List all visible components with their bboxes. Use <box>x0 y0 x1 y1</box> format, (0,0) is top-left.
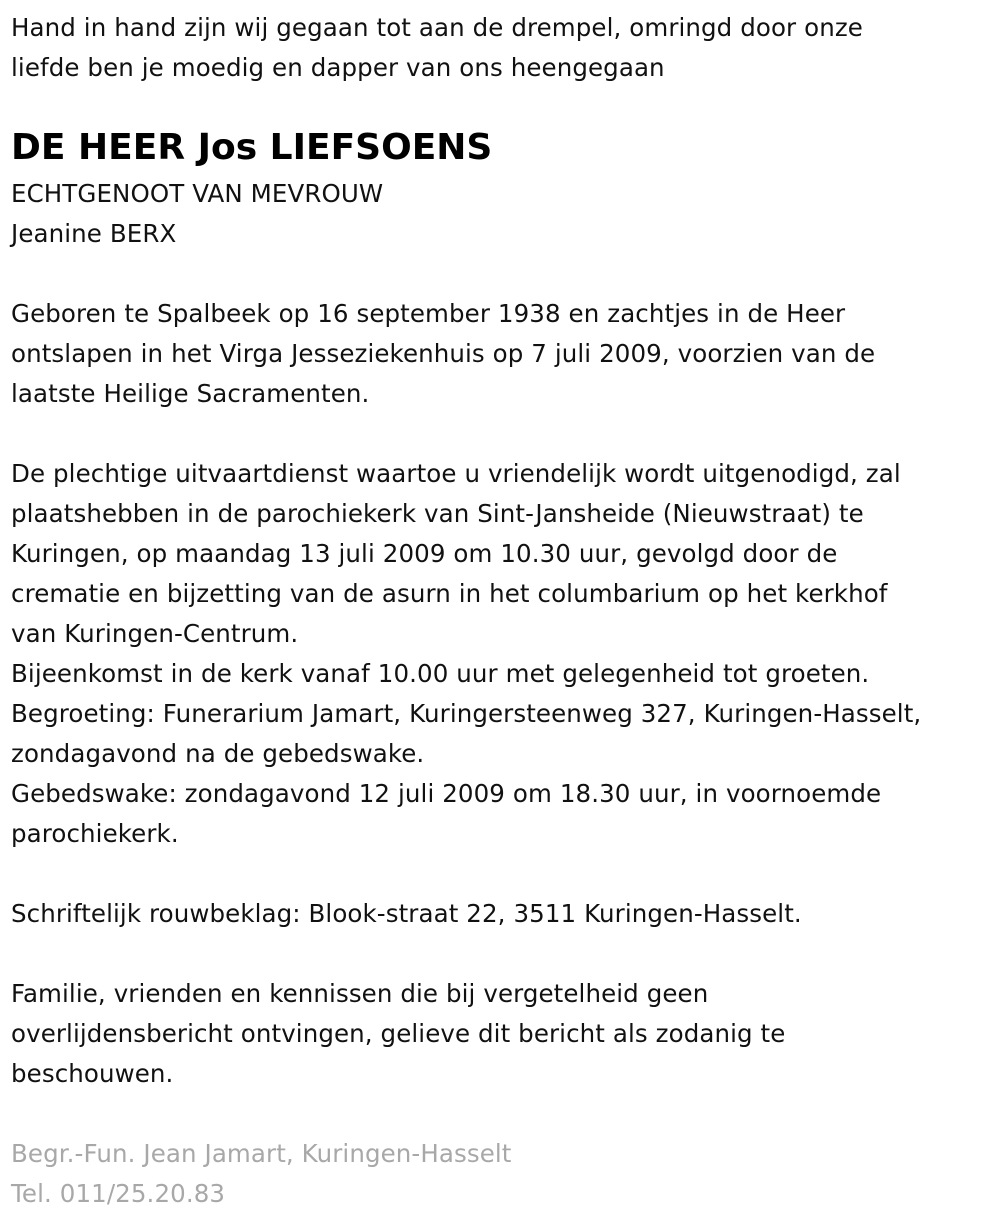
paragraph-line: Geboren te Spalbeek op 16 september 1938 en zachtjes in de Heer <box>11 299 846 328</box>
spacer <box>11 1094 991 1134</box>
paragraph-line: plaatshebben in de parochiekerk van Sint-Jansheide (Nieuwstraat) te <box>11 499 864 528</box>
notice-paragraph <box>11 974 991 1094</box>
spouse-name: Jeanine BERX <box>11 219 177 248</box>
spacer <box>11 254 991 294</box>
paragraph-line: Begroeting: Funerarium Jamart, Kuringersteenweg 327, Kuringen-Hasselt, <box>11 699 922 728</box>
deceased-name: DE HEER Jos LIEFSOENS <box>11 127 493 168</box>
spacer <box>11 934 991 974</box>
paragraph-line: Kuringen, op maandag 13 juli 2009 om 10.30 uur, gevolgd door de <box>11 539 838 568</box>
birth-death-paragraph <box>11 294 991 414</box>
spacer <box>11 414 991 454</box>
paragraph-line: De plechtige uitvaartdienst waartoe u vriendelijk wordt uitgenodigd, zal <box>11 459 901 488</box>
paragraph-line: zondagavond na de gebedswake. <box>11 739 425 768</box>
motto-line: liefde ben je moedig en dapper van ons heengegaan <box>11 53 665 82</box>
paragraph-line: parochiekerk. <box>11 819 179 848</box>
service-paragraph <box>11 454 991 854</box>
motto <box>11 8 991 88</box>
funeral-home <box>11 1134 991 1214</box>
paragraph-line: van Kuringen-Centrum. <box>11 619 299 648</box>
paragraph-line: beschouwen. <box>11 1059 174 1088</box>
obituary-notice <box>11 8 991 1214</box>
paragraph-line: Bijeenkomst in de kerk vanaf 10.00 uur met gelegenheid tot groeten. <box>11 659 870 688</box>
paragraph-line: overlijdensbericht ontvingen, gelieve dit bericht als zodanig te <box>11 1019 786 1048</box>
paragraph-line: Familie, vrienden en kennissen die bij vergetelheid geen <box>11 979 709 1008</box>
spouse-relation: ECHTGENOOT VAN MEVROUW <box>11 179 384 208</box>
paragraph-line: ontslapen in het Virga Jesseziekenhuis op 7 juli 2009, voorzien van de <box>11 339 876 368</box>
condolence-address: Schriftelijk rouwbeklag: Blook-straat 22, 3511 Kuringen-Hasselt. <box>11 899 802 928</box>
funeral-home-phone: Tel. 011/25.20.83 <box>11 1179 226 1208</box>
spacer <box>11 854 991 894</box>
funeral-home-name: Begr.-Fun. Jean Jamart, Kuringen-Hasselt <box>11 1139 512 1168</box>
motto-line: Hand in hand zijn wij gegaan tot aan de drempel, omringd door onze <box>11 13 863 42</box>
paragraph-line: crematie en bijzetting van de asurn in het columbarium op het kerkhof <box>11 579 888 608</box>
spouse-block <box>11 174 991 254</box>
paragraph-line: Gebedswake: zondagavond 12 juli 2009 om 18.30 uur, in voornoemde <box>11 779 882 808</box>
paragraph-line: laatste Heilige Sacramenten. <box>11 379 370 408</box>
